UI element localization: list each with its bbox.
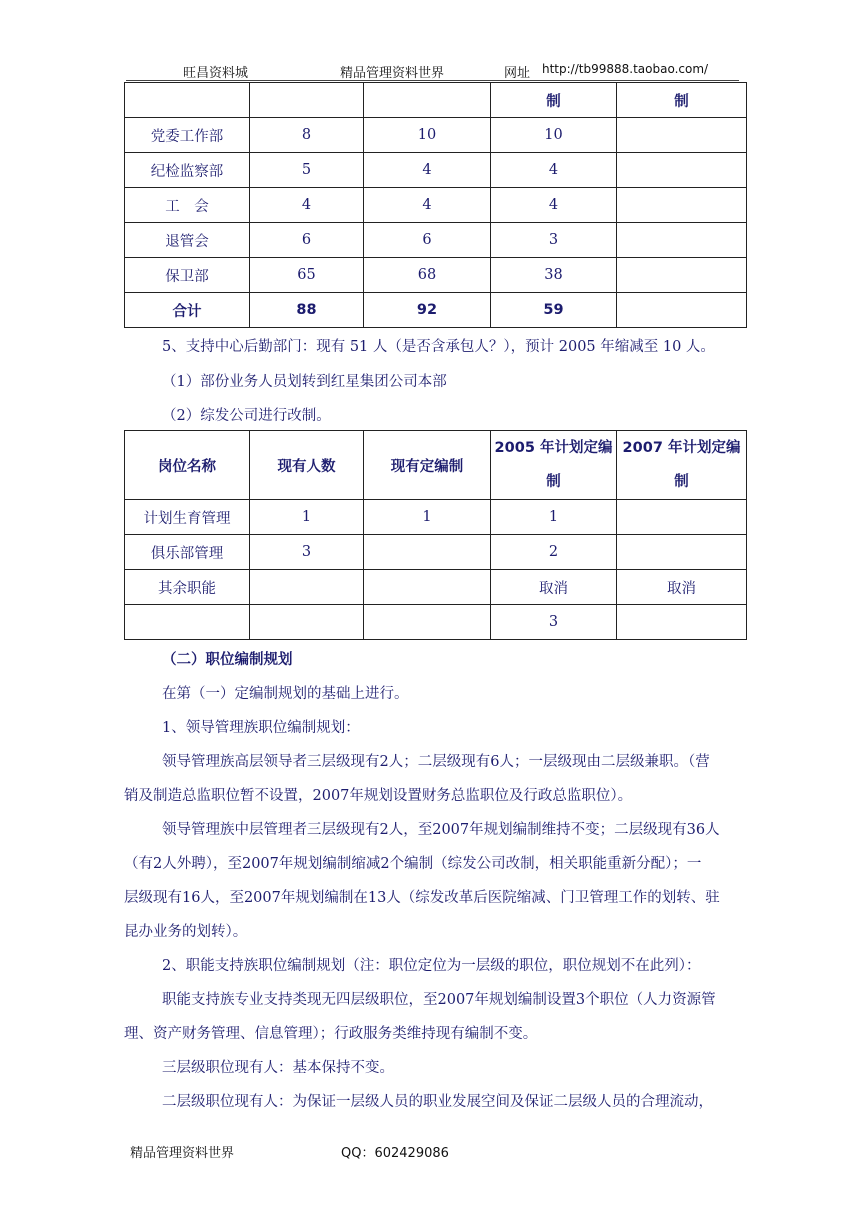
table-cell: [617, 605, 747, 640]
body-line: 2、职能支持族职位编制规划（注：职位定位为一层级的职位，职位规划不在此列）：: [162, 958, 701, 974]
table-cell: 俱乐部管理: [125, 535, 250, 570]
table-cell: 8: [250, 118, 364, 153]
table-cell: [364, 570, 491, 605]
table-cell: 4: [250, 188, 364, 223]
table-row: [125, 118, 747, 153]
list-item: （1）部份业务人员划转到红星集团公司本部: [162, 374, 447, 390]
body-line: 二层级职位现有人：为保证一层级人员的职业发展空间及保证二层级人员的合理流动，: [162, 1094, 713, 1110]
table-cell: [617, 258, 747, 293]
column-header: 现有定编制: [364, 431, 491, 500]
table-cell: [364, 535, 491, 570]
table-cell: 3: [491, 605, 617, 640]
table-cell: [617, 223, 747, 258]
table-cell: 3: [491, 223, 617, 258]
body-line: 在第（一）定编制规划的基础上进行。: [162, 686, 409, 702]
header-site-label: 网址: [504, 66, 531, 81]
table-cell: [125, 83, 250, 118]
table-cell: 合计: [125, 293, 250, 328]
column-header-line: 2007 年计划定编: [622, 440, 741, 456]
staffing-table-2: [124, 430, 747, 640]
table-cell: 6: [364, 223, 491, 258]
column-header-line: 2005 年计划定编: [494, 440, 613, 456]
table-cell: [364, 605, 491, 640]
table-row: [125, 223, 747, 258]
table-cell: 2: [491, 535, 617, 570]
header-divider: [126, 80, 739, 81]
table-cell: 65: [250, 258, 364, 293]
body-line: 领导管理族中层管理者三层级现有2人，至2007年规划编制维持不变；二层级现有36人: [162, 822, 720, 838]
column-header-line: 制: [546, 474, 561, 490]
header-left-text: 旺昌资料城: [183, 66, 249, 81]
table-row: [125, 500, 747, 535]
body-line: （有2人外聘），至2007年规划编制缩减2个编制（综发公司改制，相关职能重新分配）；一: [124, 856, 702, 872]
list-item: （2）综发公司进行改制。: [162, 408, 331, 424]
total-row: [125, 293, 747, 328]
column-header: [617, 431, 747, 500]
body-line: 领导管理族高层领导者三层级现有2人；二层级现有6人；一层级现由二层级兼职。（营: [162, 754, 710, 770]
table-cell: 5: [250, 153, 364, 188]
table-cell: 退管会: [125, 223, 250, 258]
table-cell: 取消: [617, 570, 747, 605]
table-cell: 1: [491, 500, 617, 535]
table-row: [125, 83, 747, 118]
body-line: 三层级职位现有人：基本保持不变。: [162, 1060, 394, 1076]
footer-left-text: 精品管理资料世界: [130, 1146, 235, 1161]
body-line: 昆办业务的划转）。: [124, 924, 248, 940]
table-row: [125, 605, 747, 640]
column-header-line: 制: [674, 474, 689, 490]
column-header: 岗位名称: [125, 431, 250, 500]
table-cell: 制: [491, 83, 617, 118]
table-cell: [617, 153, 747, 188]
table-cell: 6: [250, 223, 364, 258]
table-cell: [250, 83, 364, 118]
table-cell: 4: [491, 188, 617, 223]
table-cell: 4: [364, 188, 491, 223]
body-line: 层级现有16人，至2007年规划编制在13人（综发改革后医院缩减、门卫管理工作的划转、驻: [124, 890, 720, 906]
staffing-table-1: [124, 82, 747, 328]
section-title: （二）职位编制规划: [162, 652, 293, 668]
table-cell: 取消: [491, 570, 617, 605]
table-cell: 其余职能: [125, 570, 250, 605]
table-cell: 10: [491, 118, 617, 153]
column-header: [491, 431, 617, 500]
table-cell: [250, 570, 364, 605]
footer-qq-text: QQ：602429086: [341, 1146, 449, 1161]
table-cell: 4: [364, 153, 491, 188]
header-middle-text: 精品管理资料世界: [340, 66, 445, 81]
table-cell: 1: [364, 500, 491, 535]
table-cell: 92: [364, 293, 491, 328]
table-cell: 党委工作部: [125, 118, 250, 153]
body-line: 1、领导管理族职位编制规划：: [162, 720, 360, 736]
table-row: [125, 153, 747, 188]
table-cell: 38: [491, 258, 617, 293]
table-cell: [250, 605, 364, 640]
table-row: [125, 258, 747, 293]
table-cell: [617, 535, 747, 570]
table-cell: 3: [250, 535, 364, 570]
table-cell: 1: [250, 500, 364, 535]
table-cell: [617, 188, 747, 223]
column-header: 现有人数: [250, 431, 364, 500]
header-site-url: http://tb99888.taobao.com/: [542, 62, 709, 76]
table-cell: 59: [491, 293, 617, 328]
body-line: 理、资产财务管理、信息管理）；行政服务类维持现有编制不变。: [124, 1026, 538, 1042]
paragraph-support-center: 5、支持中心后勤部门：现有 51 人（是否含承包人？），预计 2005 年缩减至 10 人。: [162, 339, 715, 355]
table-cell: 纪检监察部: [125, 153, 250, 188]
body-line: 职能支持族专业支持类现无四层级职位，至2007年规划编制设置3个职位（人力资源管: [162, 992, 716, 1008]
table-cell: 68: [364, 258, 491, 293]
table-cell: 10: [364, 118, 491, 153]
body-line: 销及制造总监职位暂不设置，2007年规划设置财务总监职位及行政总监职位）。: [124, 788, 633, 804]
table-cell: 制: [617, 83, 747, 118]
table-cell: 88: [250, 293, 364, 328]
table-cell: [617, 293, 747, 328]
table-header-row: [125, 431, 747, 500]
table-cell: [617, 500, 747, 535]
table-cell: [364, 83, 491, 118]
table-cell: 计划生育管理: [125, 500, 250, 535]
table-cell: 4: [491, 153, 617, 188]
table-row: [125, 188, 747, 223]
table-cell: [617, 118, 747, 153]
table-cell: 工 会: [125, 188, 250, 223]
table-cell: [125, 605, 250, 640]
table-row: [125, 570, 747, 605]
table-cell: 保卫部: [125, 258, 250, 293]
table-row: [125, 535, 747, 570]
